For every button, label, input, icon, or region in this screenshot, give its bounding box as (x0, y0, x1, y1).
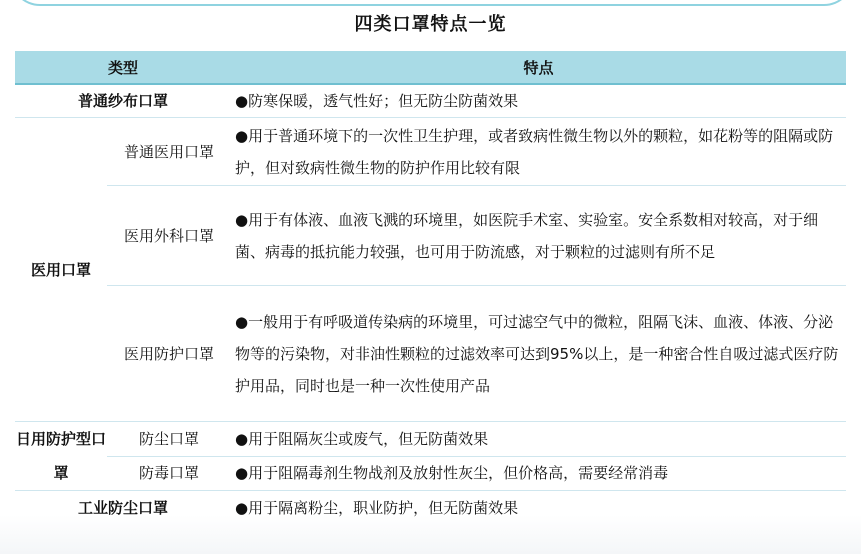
row-feature: ●防寒保暖，透气性好；但无防尘防菌效果 (231, 84, 846, 118)
table-row (15, 186, 846, 286)
table-row (15, 456, 846, 491)
row-feature: ●一般用于有呼吸道传染病的环境里，可过滤空气中的微粒，阻隔飞沫、血液、体液、分泌物等的污染物，对非油性颗粒的过滤效率可达到95%以上，是一种密合性自吸过滤式医疗防护用品，同时也是一种一次性使用产品 (231, 286, 846, 422)
table-row (15, 118, 846, 186)
decorative-arc (10, 0, 854, 6)
page-title: 四类口罩特点一览 (354, 14, 507, 35)
table-row (15, 286, 846, 422)
row-type: 医用防护口罩 (107, 286, 231, 422)
group-label: 日用防护型口罩 (15, 422, 107, 491)
table-row (15, 84, 846, 118)
mask-comparison-table (15, 51, 846, 525)
group-label: 医用口罩 (15, 118, 107, 422)
row-feature: ●用于阻隔毒剂生物战剂及放射性灰尘，但价格高，需要经常消毒 (231, 456, 846, 491)
row-type: 防毒口罩 (107, 456, 231, 491)
row-type: 普通纱布口罩 (15, 84, 231, 118)
row-feature: ●用于隔离粉尘，职业防护，但无防菌效果 (235, 498, 519, 517)
table-row (15, 491, 846, 525)
type-header: 类型 (15, 51, 231, 84)
row-type: 医用外科口罩 (107, 186, 231, 286)
row-type: 普通医用口罩 (107, 118, 231, 186)
feature-header: 特点 (231, 51, 846, 84)
row-feature: ●用于普通环境下的一次性卫生护理，或者致病性微生物以外的颗粒，如花粉等的阻隔或防护，但对致病性微生物的防护作用比较有限 (231, 118, 846, 186)
row-type: 防尘口罩 (107, 422, 231, 457)
table-row (15, 422, 846, 457)
row-feature: ●用于阻隔灰尘或废气，但无防菌效果 (231, 422, 846, 457)
row-feature: ●用于有体液、血液飞溅的环境里，如医院手术室、实验室。安全系数相对较高，对于细菌、病毒的抵抗能力较强，也可用于防流感，对于颗粒的过滤则有所不足 (231, 186, 846, 286)
table-header-row (15, 51, 846, 84)
row-type: 工业防尘口罩 (78, 498, 169, 517)
